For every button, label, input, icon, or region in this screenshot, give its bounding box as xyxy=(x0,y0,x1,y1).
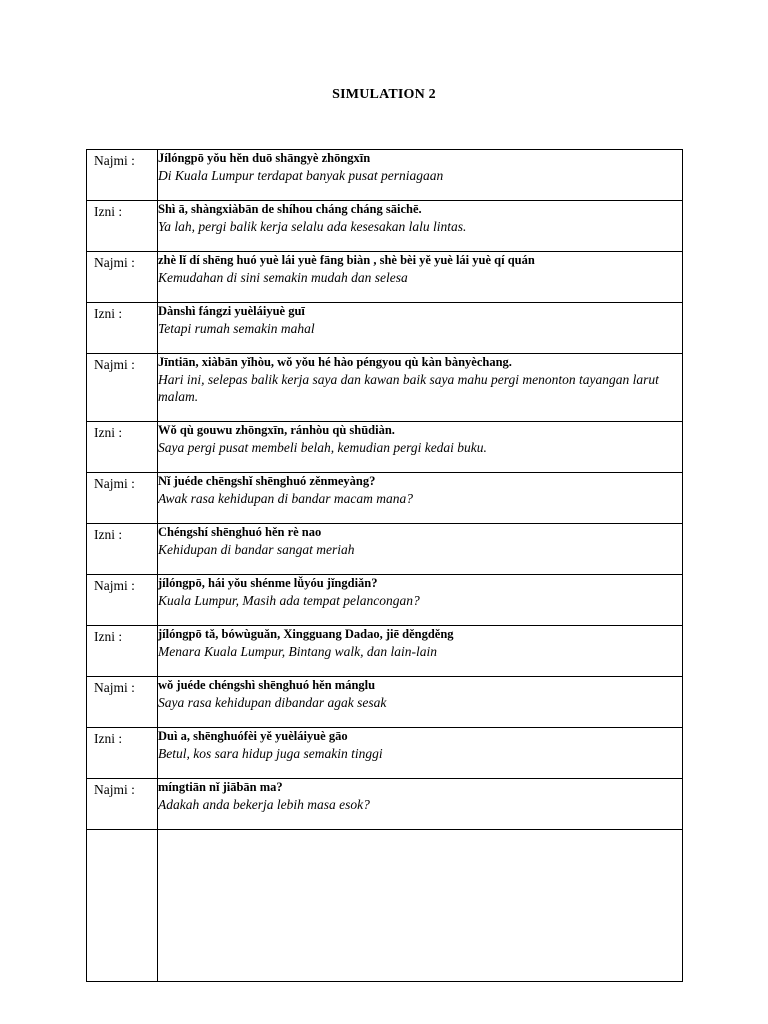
line-cell xyxy=(158,473,683,524)
speaker-cell xyxy=(87,677,158,728)
pinyin-line: Shì ā, shàngxiàbān de shíhou cháng cháng sāichē. xyxy=(158,202,422,216)
dialogue-row xyxy=(87,252,683,303)
page-title: SIMULATION 2 xyxy=(332,87,436,102)
dialogue-row xyxy=(87,626,683,677)
pinyin-line: Jílóngpō yǒu hěn duō shāngyè zhōngxīn xyxy=(158,151,371,165)
speaker-cell xyxy=(87,779,158,830)
dialogue-row xyxy=(87,473,683,524)
dialogue-row xyxy=(87,150,683,201)
speaker-cell xyxy=(87,728,158,779)
dialogue-row xyxy=(87,575,683,626)
pinyin-line: Dànshì fángzi yuèláiyuè guī xyxy=(158,304,305,318)
translation-line: Ya lah, pergi balik kerja selalu ada kesesakan lalu lintas. xyxy=(158,219,467,234)
pinyin-line: Duì a, shēnghuófèi yě yuèláiyuè gāo xyxy=(158,729,348,743)
translation-line: Betul, kos sara hidup juga semakin tinggi xyxy=(158,746,383,761)
speaker-name: Izni : xyxy=(94,731,123,746)
speaker-cell xyxy=(87,303,158,354)
line-cell xyxy=(158,677,683,728)
dialogue-row xyxy=(87,422,683,473)
translation-line: Adakah anda bekerja lebih masa esok? xyxy=(158,797,370,812)
speaker-name: Izni : xyxy=(94,425,123,440)
pinyin-line: Jīntiān, xiàbān yǐhòu, wǒ yǒu hé hào péngyou qù kàn bànyèchang. xyxy=(158,355,512,369)
speaker-cell xyxy=(87,201,158,252)
translation-line: Tetapi rumah semakin mahal xyxy=(158,321,315,336)
speaker-name: Izni : xyxy=(94,204,123,219)
pinyin-line: Chéngshí shēnghuó hěn rè nao xyxy=(158,525,322,539)
line-cell xyxy=(158,779,683,830)
speaker-cell xyxy=(87,626,158,677)
speaker-cell xyxy=(87,252,158,303)
speaker-name: Najmi : xyxy=(94,476,135,491)
speaker-name: Najmi : xyxy=(94,357,135,372)
pinyin-line: jílóngpō tǎ, bówùguǎn, Xingguang Dadao, jiē děngděng xyxy=(158,627,454,641)
line-cell xyxy=(158,626,683,677)
pinyin-line: Nǐ juéde chēngshǐ shēnghuó zěnmeyàng? xyxy=(158,474,376,488)
translation-line: Saya pergi pusat membeli belah, kemudian pergi kedai buku. xyxy=(158,440,487,455)
dialogue-row xyxy=(87,779,683,830)
dialogue-table xyxy=(86,149,683,982)
speaker-name: Izni : xyxy=(94,306,123,321)
speaker-cell xyxy=(87,473,158,524)
pinyin-line: zhè lǐ dí shēng huó yuè lái yuè fāng biàn , shè bèi yě yuè lái yuè qí quán xyxy=(158,253,535,267)
speaker-name: Najmi : xyxy=(94,782,135,797)
speaker-cell xyxy=(87,575,158,626)
line-cell xyxy=(158,422,683,473)
speaker-name: Najmi : xyxy=(94,255,135,270)
line-cell xyxy=(158,303,683,354)
speaker-cell xyxy=(87,422,158,473)
translation-line: Hari ini, selepas balik kerja saya dan kawan baik saya mahu pergi menonton tayangan larut malam. xyxy=(158,372,659,404)
line-cell xyxy=(158,354,683,422)
translation-line: Di Kuala Lumpur terdapat banyak pusat perniagaan xyxy=(158,168,444,183)
line-cell xyxy=(158,524,683,575)
pinyin-line: míngtiān nǐ jiābān ma? xyxy=(158,780,283,794)
line-cell xyxy=(158,150,683,201)
line-cell xyxy=(158,201,683,252)
speaker-cell xyxy=(87,354,158,422)
pinyin-line: jílóngpō, hái yǒu shénme lǚyóu jǐngdiǎn? xyxy=(158,576,378,590)
speaker-name: Najmi : xyxy=(94,578,135,593)
pinyin-line: wǒ juéde chéngshì shēnghuó hěn mánglu xyxy=(158,678,376,692)
pinyin-line: Wǒ qù gouwu zhōngxīn, ránhòu qù shūdiàn. xyxy=(158,423,395,437)
dialogue-row xyxy=(87,677,683,728)
speaker-name: Najmi : xyxy=(94,680,135,695)
speaker-name: Izni : xyxy=(94,629,123,644)
translation-line: Saya rasa kehidupan dibandar agak sesak xyxy=(158,695,387,710)
line-cell xyxy=(158,575,683,626)
translation-line: Awak rasa kehidupan di bandar macam mana? xyxy=(158,491,413,506)
empty-line-cell xyxy=(158,830,683,982)
dialogue-row xyxy=(87,524,683,575)
line-cell xyxy=(158,728,683,779)
speaker-cell xyxy=(87,524,158,575)
translation-line: Menara Kuala Lumpur, Bintang walk, dan lain-lain xyxy=(158,644,438,659)
translation-line: Kuala Lumpur, Masih ada tempat pelancongan? xyxy=(158,593,420,608)
dialogue-row xyxy=(87,354,683,422)
line-cell xyxy=(158,252,683,303)
empty-speaker-cell xyxy=(87,830,158,982)
speaker-name: Najmi : xyxy=(94,153,135,168)
empty-row xyxy=(87,830,683,982)
dialogue-row xyxy=(87,303,683,354)
speaker-cell xyxy=(87,150,158,201)
dialogue-row xyxy=(87,201,683,252)
translation-line: Kemudahan di sini semakin mudah dan selesa xyxy=(158,270,408,285)
translation-line: Kehidupan di bandar sangat meriah xyxy=(158,542,355,557)
speaker-name: Izni : xyxy=(94,527,123,542)
dialogue-row xyxy=(87,728,683,779)
